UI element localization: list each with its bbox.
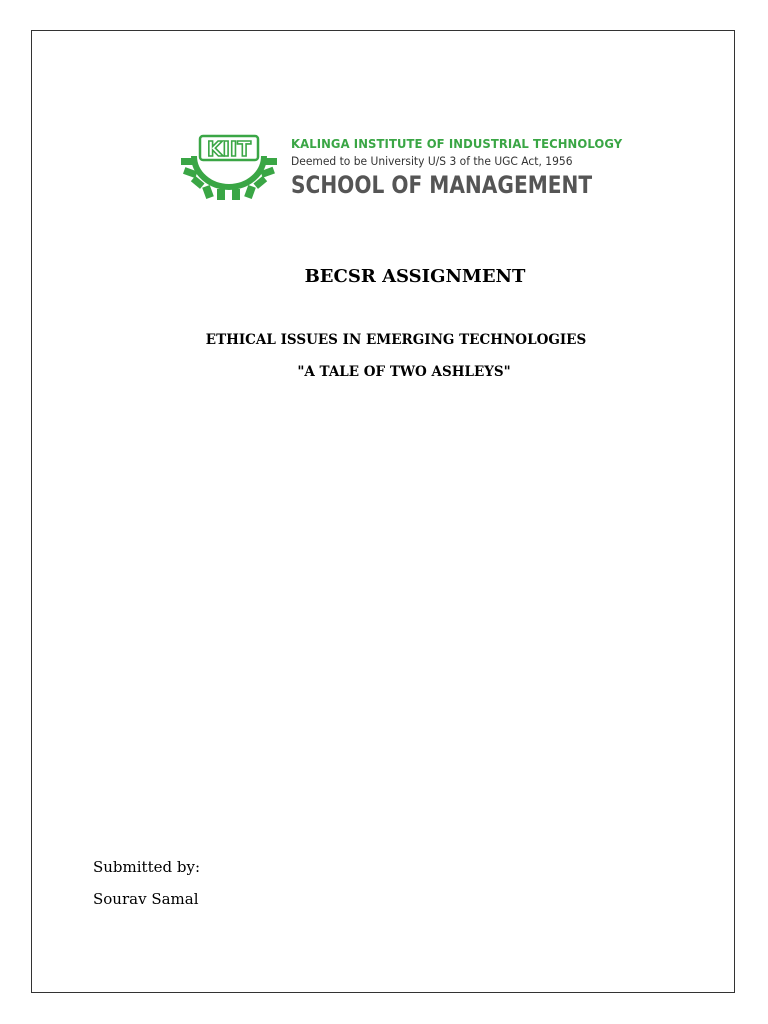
kiit-gear-logo-icon: [180, 134, 278, 200]
institution-name: KALINGA INSTITUTE OF INDUSTRIAL TECHNOLOGY: [291, 136, 623, 151]
author-name: Sourav Samal: [93, 890, 199, 908]
document-subtitle: ETHICAL ISSUES IN EMERGING TECHNOLOGIES: [205, 332, 587, 348]
document-title: BECSR ASSIGNMENT: [304, 266, 526, 287]
document-case-title: "A TALE OF TWO ASHLEYS": [297, 364, 511, 380]
svg-text:KIIT: KIIT: [206, 137, 252, 161]
institution-logo: [180, 134, 623, 204]
institution-status: Deemed to be University U/S 3 of the UGC Act, 1956: [291, 154, 573, 168]
school-name: SCHOOL OF MANAGEMENT: [291, 171, 593, 199]
submitted-by-label: Submitted by:: [93, 858, 200, 876]
logo-text: [291, 136, 623, 200]
